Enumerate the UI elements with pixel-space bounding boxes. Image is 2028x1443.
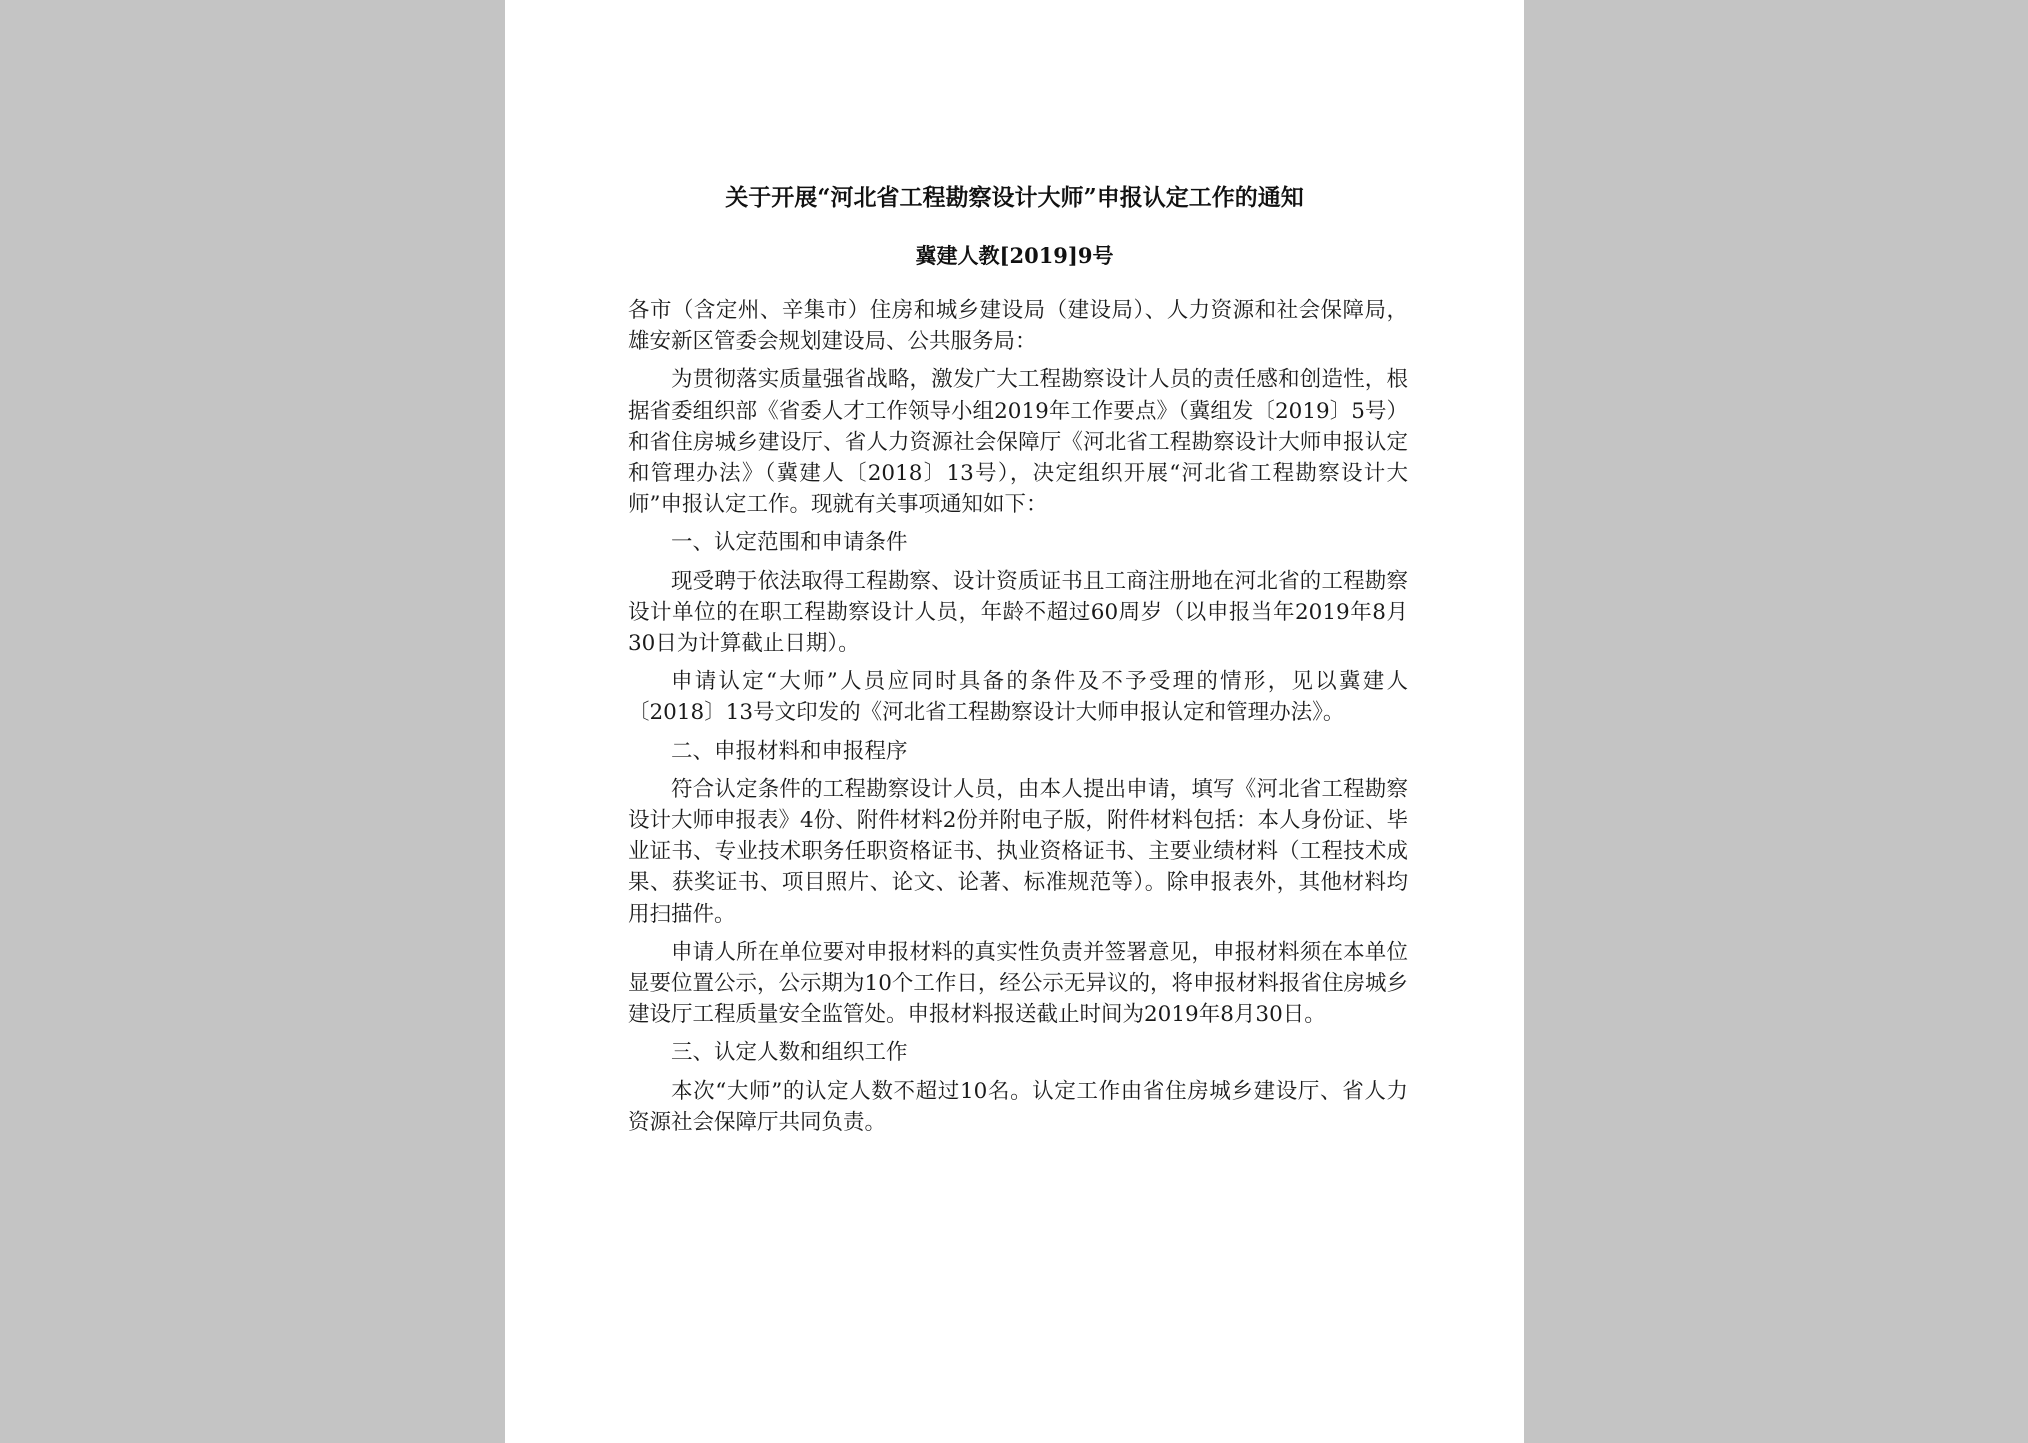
document-title: 关于开展“河北省工程勘察设计大师”申报认定工作的通知 [725, 184, 1304, 211]
paragraph: 现受聘于依法取得工程勘察、设计资质证书且工商注册地在河北省的工程勘察设计单位的在职工程勘察设计人员，年龄不超过60周岁（以申报当年2019年8月30日为计算截止日期）。 [628, 568, 1408, 657]
document-page [505, 0, 1524, 1443]
paragraph: 申请认定“大师”人员应同时具备的条件及不予受理的情形，见以冀建人〔2018〕13号文印发的《河北省工程勘察设计大师申报认定和管理办法》。 [628, 669, 1408, 726]
paragraph: 本次“大师”的认定人数不超过10名。认定工作由省住房城乡建设厅、省人力资源社会保障厅共同负责。 [628, 1078, 1408, 1135]
salutation: 各市（含定州、辛集市）住房和城乡建设局（建设局）、人力资源和社会保障局，雄安新区管委会规划建设局、公共服务局： [628, 298, 1408, 355]
section-heading-3: 三、认定人数和组织工作 [671, 1040, 908, 1066]
section-heading-2: 二、申报材料和申报程序 [671, 738, 908, 764]
paragraph: 申请人所在单位要对申报材料的真实性负责并签署意见，申报材料须在本单位显要位置公示，公示期为10个工作日，经公示无异议的，将申报材料报省住房城乡建设厅工程质量安全监管处。申报材料报送截止时间为2019年8月30日。 [628, 939, 1408, 1028]
section-heading-1: 一、认定范围和申请条件 [671, 530, 908, 556]
document-number: 冀建人教[2019]9号 [915, 243, 1114, 268]
paragraph: 符合认定条件的工程勘察设计人员，由本人提出申请，填写《河北省工程勘察设计大师申报表》4份、附件材料2份并附电子版，附件材料包括：本人身份证、毕业证书、专业技术职务任职资格证书、执业资格证书、主要业绩材料（工程技术成果、获奖证书、项目照片、论文、论著、标准规范等）。除申报表外，其他材料均用扫描件。 [628, 776, 1408, 927]
intro-paragraph: 为贯彻落实质量强省战略，激发广大工程勘察设计人员的责任感和创造性，根据省委组织部《省委人才工作领导小组2019年工作要点》（冀组发〔2019〕5号）和省住房城乡建设厅、省人力资源社会保障厅《河北省工程勘察设计大师申报认定和管理办法》（冀建人〔2018〕13号），决定组织开展“河北省工程勘察设计大师”申报认定工作。现就有关事项通知如下： [628, 367, 1408, 518]
document-body [628, 295, 1408, 1145]
